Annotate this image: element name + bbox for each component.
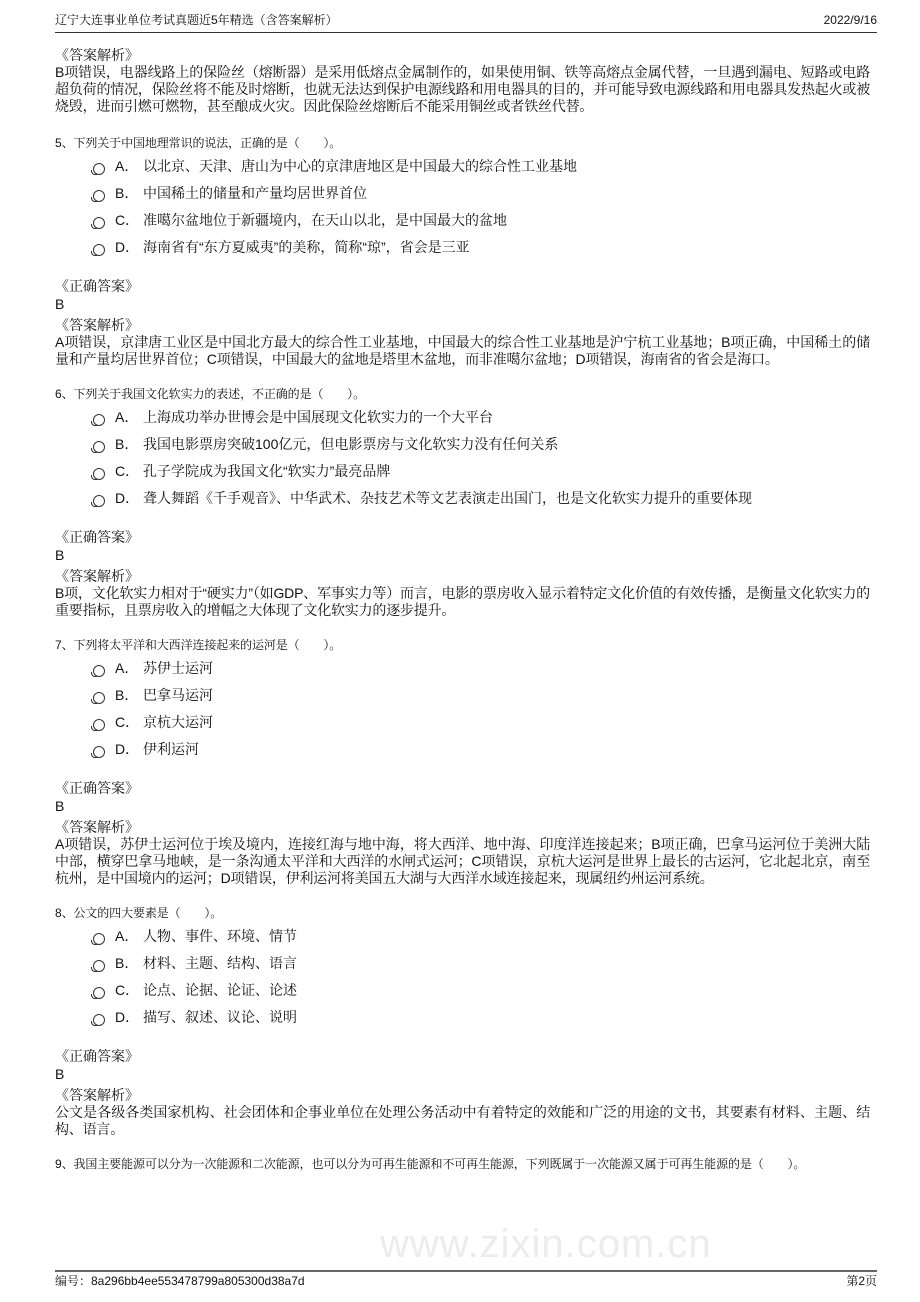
correct-answer-value: B bbox=[55, 296, 65, 312]
option-text: 准噶尔盆地位于新疆境内，在天山以北，是中国最大的盆地 bbox=[143, 211, 507, 228]
document-body bbox=[55, 46, 870, 1173]
answer-option[interactable] bbox=[93, 681, 870, 708]
analysis-label: 《答案解析》 bbox=[55, 47, 139, 63]
option-text: 上海成功举办世博会是中国展现文化软实力的一个大平台 bbox=[143, 408, 493, 425]
analysis-text: B项错误，电器线路上的保险丝（熔断器）是采用低熔点金属制作的，如果使用铜、铁等高熔点金属代替，一旦遇到漏电、短路或电路超负荷的情况，保险丝将不能及时熔断，也就无法达到保护电源线路和用电器具的目的，并可能导致电源线路和用电器具发热起火或被烧毁，进而引燃可燃物，甚至酿成火灾。因此保险丝熔断后不能采用铜丝或者铁丝代替。 bbox=[55, 64, 870, 114]
answer-option[interactable] bbox=[93, 206, 870, 233]
document-title: 辽宁大连事业单位考试真题近5年精选（含答案解析） bbox=[55, 13, 338, 27]
option-letter: D． bbox=[115, 740, 140, 757]
option-text: 我国电影票房突破100亿元，但电影票房与文化软实力没有任何关系 bbox=[143, 435, 559, 452]
option-letter: D． bbox=[115, 238, 140, 255]
answer-option[interactable] bbox=[93, 1003, 870, 1030]
analysis-label: 《答案解析》 bbox=[55, 317, 139, 333]
answer-option[interactable] bbox=[93, 654, 870, 681]
option-letter: A． bbox=[115, 927, 139, 944]
question-text: 6、下列关于我国文化软实力的表述，不正确的是（ ）。 bbox=[55, 387, 365, 401]
answer-option[interactable] bbox=[93, 457, 870, 484]
correct-answer-value: B bbox=[55, 1066, 65, 1082]
header-divider bbox=[55, 32, 877, 33]
option-text: 中国稀土的储量和产量均居世界首位 bbox=[143, 184, 367, 201]
option-letter: D． bbox=[115, 489, 140, 506]
document-date: 2022/9/16 bbox=[823, 13, 877, 27]
option-letter: A． bbox=[115, 157, 139, 174]
option-letter: D． bbox=[115, 1008, 140, 1025]
answer-option[interactable] bbox=[93, 976, 870, 1003]
answer-option[interactable] bbox=[93, 233, 870, 260]
analysis-text: B项，文化软实力相对于“硬实力”（如GDP、军事实力等）而言，电影的票房收入显示着特定文化价值的有效传播，是衡量文化软实力的重要指标，且票房收入的增幅之大体现了文化软实力的逐步提升。 bbox=[55, 585, 870, 618]
radio-icon[interactable] bbox=[93, 987, 105, 999]
answer-option[interactable] bbox=[93, 708, 870, 735]
footer-divider bbox=[55, 1270, 877, 1272]
radio-icon[interactable] bbox=[93, 1014, 105, 1026]
radio-icon[interactable] bbox=[93, 933, 105, 945]
analysis-label: 《答案解析》 bbox=[55, 568, 139, 584]
watermark: www.zixin.com.cn bbox=[380, 1222, 712, 1266]
page-number: 第2页 bbox=[846, 1274, 877, 1288]
option-text: 论点、论据、论证、论述 bbox=[143, 981, 297, 998]
option-text: 京杭大运河 bbox=[143, 713, 213, 730]
radio-icon[interactable] bbox=[93, 217, 105, 229]
option-text: 巴拿马运河 bbox=[143, 686, 213, 703]
option-text: 海南省有“东方夏威夷”的美称，简称“琼”，省会是三亚 bbox=[143, 238, 470, 255]
option-letter: A． bbox=[115, 408, 139, 425]
radio-icon[interactable] bbox=[93, 414, 105, 426]
radio-icon[interactable] bbox=[93, 244, 105, 256]
analysis-label: 《答案解析》 bbox=[55, 1087, 139, 1103]
option-letter: B． bbox=[115, 184, 139, 201]
option-text: 伊利运河 bbox=[143, 740, 199, 757]
analysis-text: 公文是各级各类国家机构、社会团体和企事业单位在处理公务活动中有着特定的效能和广泛的用途的文书，其要素有材料、主题、结构、语言。 bbox=[55, 1104, 870, 1137]
correct-answer-label: 《正确答案》 bbox=[55, 278, 139, 294]
option-letter: B． bbox=[115, 435, 139, 452]
radio-icon[interactable] bbox=[93, 190, 105, 202]
option-letter: C． bbox=[115, 462, 140, 479]
question-text: 7、下列将太平洋和大西洋连接起来的运河是（ ）。 bbox=[55, 638, 342, 652]
radio-icon[interactable] bbox=[93, 495, 105, 507]
option-text: 以北京、天津、唐山为中心的京津唐地区是中国最大的综合性工业基地 bbox=[143, 157, 577, 174]
option-text: 孔子学院成为我国文化“软实力”最亮品牌 bbox=[143, 462, 391, 479]
answer-option[interactable] bbox=[93, 484, 870, 511]
radio-icon[interactable] bbox=[93, 468, 105, 480]
answer-option[interactable] bbox=[93, 403, 870, 430]
answer-option[interactable] bbox=[93, 949, 870, 976]
question-text: 8、公文的四大要素是（ ）。 bbox=[55, 906, 223, 920]
option-text: 聋人舞蹈《千手观音》、中华武术、杂技艺术等文艺表演走出国门，也是文化软实力提升的重要体现 bbox=[143, 489, 752, 506]
answer-option[interactable] bbox=[93, 152, 870, 179]
radio-icon[interactable] bbox=[93, 441, 105, 453]
option-text: 材料、主题、结构、语言 bbox=[143, 954, 297, 971]
option-text: 描写、叙述、议论、说明 bbox=[143, 1008, 297, 1025]
analysis-text: A项错误，京津唐工业区是中国北方最大的综合性工业基地，中国最大的综合性工业基地是沪宁杭工业基地；B项正确，中国稀土的储量和产量均居世界首位；C项错误，中国最大的盆地是塔里木盆地，而非准噶尔盆地；D项错误，海南省的省会是海口。 bbox=[55, 334, 870, 367]
option-letter: B． bbox=[115, 686, 139, 703]
answer-option[interactable] bbox=[93, 922, 870, 949]
radio-icon[interactable] bbox=[93, 692, 105, 704]
analysis-text: A项错误，苏伊士运河位于埃及境内，连接红海与地中海，将大西洋、地中海、印度洋连接起来；B项正确，巴拿马运河位于美洲大陆中部，横穿巴拿马地峡，是一条沟通太平洋和大西洋的水闸式运河；C项错误，京杭大运河是世界上最长的古运河，它北起北京，南至杭州，是中国境内的运河；D项错误，伊利运河将美国五大湖与大西洋水域连接起来，现属纽约州运河系统。 bbox=[55, 836, 870, 886]
radio-icon[interactable] bbox=[93, 163, 105, 175]
radio-icon[interactable] bbox=[93, 719, 105, 731]
document-id: 编号：8a296bb4ee553478799a805300d38a7d bbox=[55, 1274, 305, 1288]
option-letter: B． bbox=[115, 954, 139, 971]
question-text: 5、下列关于中国地理常识的说法，正确的是（ ）。 bbox=[55, 136, 342, 150]
answer-option[interactable] bbox=[93, 735, 870, 762]
correct-answer-label: 《正确答案》 bbox=[55, 529, 139, 545]
radio-icon[interactable] bbox=[93, 746, 105, 758]
option-text: 苏伊士运河 bbox=[143, 659, 213, 676]
answer-option[interactable] bbox=[93, 179, 870, 206]
correct-answer-label: 《正确答案》 bbox=[55, 1048, 139, 1064]
analysis-label: 《答案解析》 bbox=[55, 819, 139, 835]
correct-answer-value: B bbox=[55, 547, 65, 563]
option-letter: C． bbox=[115, 981, 140, 998]
correct-answer-label: 《正确答案》 bbox=[55, 780, 139, 796]
radio-icon[interactable] bbox=[93, 960, 105, 972]
option-letter: C． bbox=[115, 211, 140, 228]
radio-icon[interactable] bbox=[93, 665, 105, 677]
option-letter: A． bbox=[115, 659, 139, 676]
option-letter: C． bbox=[115, 713, 140, 730]
question-text: 9、我国主要能源可以分为一次能源和二次能源，也可以分为可再生能源和不可再生能源，下列既属于一次能源又属于可再生能源的是（ ）。 bbox=[55, 1157, 806, 1171]
answer-option[interactable] bbox=[93, 430, 870, 457]
correct-answer-value: B bbox=[55, 798, 65, 814]
option-text: 人物、事件、环境、情节 bbox=[143, 927, 297, 944]
